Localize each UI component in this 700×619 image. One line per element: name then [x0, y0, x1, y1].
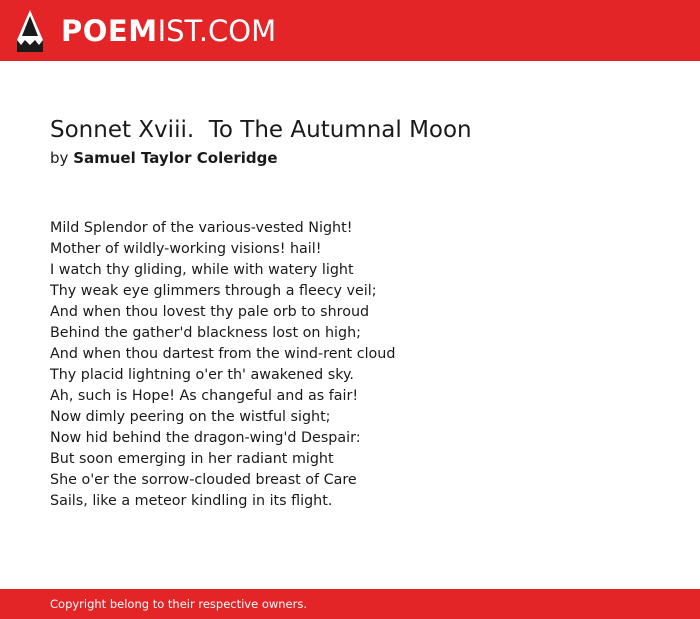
poem-line: Behind the gather'd blackness lost on high; — [50, 325, 361, 341]
poem-title: Sonnet Xviii. To The Autumnal Moon — [50, 117, 472, 143]
poem-line: Now hid behind the dragon-wing'd Despair: — [50, 430, 361, 446]
poem-body — [50, 218, 670, 512]
poem-line: Now dimly peering on the wistful sight; — [50, 409, 331, 425]
pencil-tip-icon[interactable] — [16, 10, 44, 52]
poem-line: Sails, like a meteor kindling in its flight. — [50, 493, 333, 509]
poem-line: Thy placid lightning o'er th' awakened sky. — [50, 367, 354, 383]
logo-light-text: IST.COM — [157, 14, 277, 48]
poem-line: Mild Splendor of the various-vested Night! — [50, 220, 353, 236]
author-name: Samuel Taylor Coleridge — [73, 149, 278, 167]
poem-line: And when thou lovest thy pale orb to shroud — [50, 304, 370, 320]
poem-line: Ah, such is Hope! As changeful and as fair! — [50, 388, 359, 404]
poem-line: Thy weak eye glimmers through a fleecy veil; — [50, 283, 377, 299]
poem-line: But soon emerging in her radiant might — [50, 451, 334, 467]
site-logo[interactable] — [61, 13, 276, 49]
poem-line: Mother of wildly-working visions! hail! — [50, 241, 322, 257]
poem-line: She o'er the sorrow-clouded breast of Care — [50, 472, 357, 488]
logo-bold-text: POEM — [61, 14, 158, 48]
site-footer — [0, 589, 700, 619]
site-header — [0, 0, 700, 61]
poem-header — [50, 114, 670, 169]
poem-line: And when thou dartest from the wind-rent cloud — [50, 346, 396, 362]
by-label: by — [50, 149, 69, 167]
poem-line: I watch thy gliding, while with watery light — [50, 262, 354, 278]
copyright-text: Copyright belong to their respective owners. — [50, 597, 308, 611]
byline — [50, 147, 670, 169]
